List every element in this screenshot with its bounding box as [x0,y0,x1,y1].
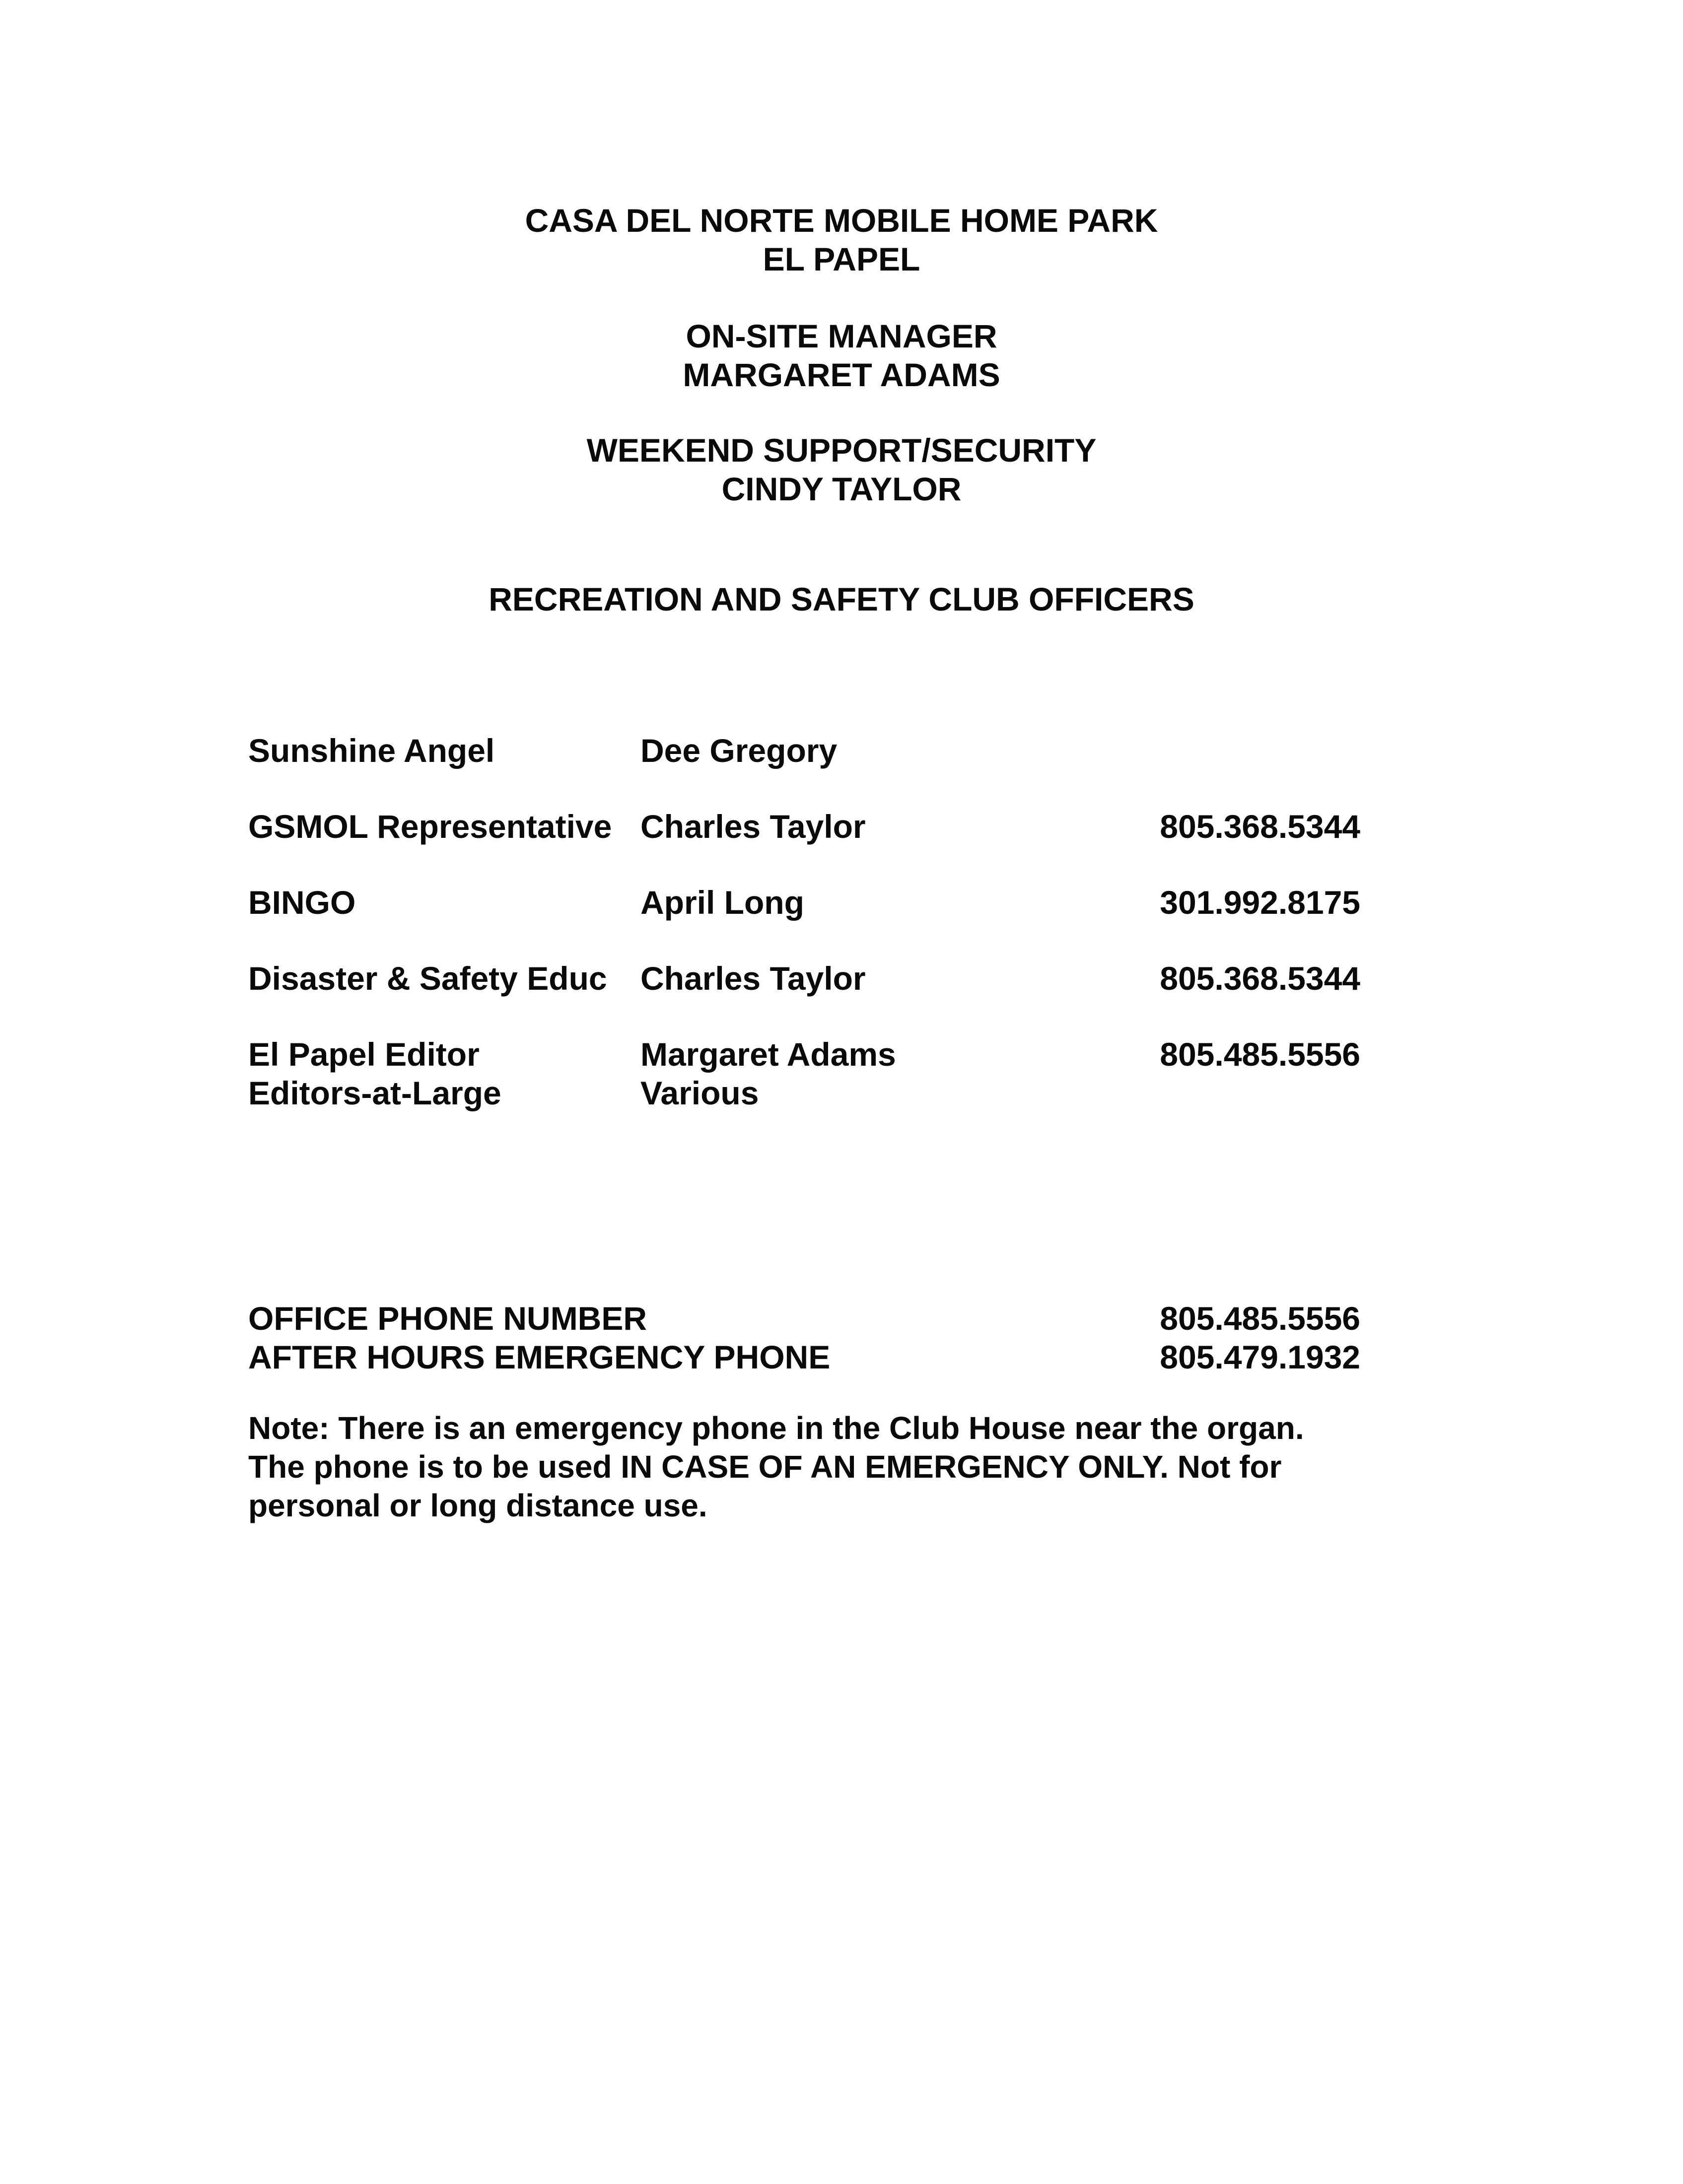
officer-row [248,807,1365,887]
officer-name: Charles Taylor [640,960,866,997]
officer-role: BINGO [248,884,356,921]
note-line: personal or long distance use. [248,1488,707,1523]
manager-name: MARGARET ADAMS [683,356,1000,393]
officer-role: Editors-at-Large [248,1075,501,1111]
officer-phone: 301.992.8175 [1160,884,1360,921]
park-name: CASA DEL NORTE MOBILE HOME PARK [525,202,1158,239]
officer-name: Various [640,1075,759,1111]
contact-row [248,1299,1365,1338]
officer-phone: 805.368.5344 [1160,960,1360,997]
club-heading-block [0,580,1683,618]
officer-phone: 805.485.5556 [1160,1036,1360,1073]
contact-phone: 805.479.1932 [1160,1339,1360,1375]
contact-phone: 805.485.5556 [1160,1300,1360,1337]
security-name: CINDY TAYLOR [721,471,962,507]
club-officers-title: RECREATION AND SAFETY CLUB OFFICERS [489,581,1194,617]
officer-phone: 805.368.5344 [1160,808,1360,845]
officer-role: GSMOL Representative [248,808,612,845]
contact-label: AFTER HOURS EMERGENCY PHONE [248,1339,831,1375]
manager-title: ON-SITE MANAGER [686,318,997,354]
manager-block [0,317,1683,394]
officer-row [248,731,1365,811]
note-line: The phone is to be used IN CASE OF AN EMERGENCY ONLY. Not for [248,1449,1282,1485]
officer-name: April Long [640,884,804,921]
emergency-note [248,1409,1390,1525]
officer-name: Dee Gregory [640,732,838,769]
security-block [0,431,1683,508]
officer-row [248,1074,1365,1153]
newsletter-title: EL PAPEL [763,241,920,277]
officer-role: Disaster & Safety Educ [248,960,607,997]
contact-label: OFFICE PHONE NUMBER [248,1300,647,1337]
officer-row [248,959,1365,1038]
security-title: WEEKEND SUPPORT/SECURITY [586,432,1097,469]
officer-name: Charles Taylor [640,808,866,845]
officer-role: El Papel Editor [248,1036,480,1073]
header-block [0,201,1683,278]
note-line: Note: There is an emergency phone in the Club House near the organ. [248,1410,1304,1446]
officer-role: Sunshine Angel [248,732,495,769]
officer-row [248,883,1365,962]
contact-row [248,1338,1365,1376]
officer-name: Margaret Adams [640,1036,896,1073]
